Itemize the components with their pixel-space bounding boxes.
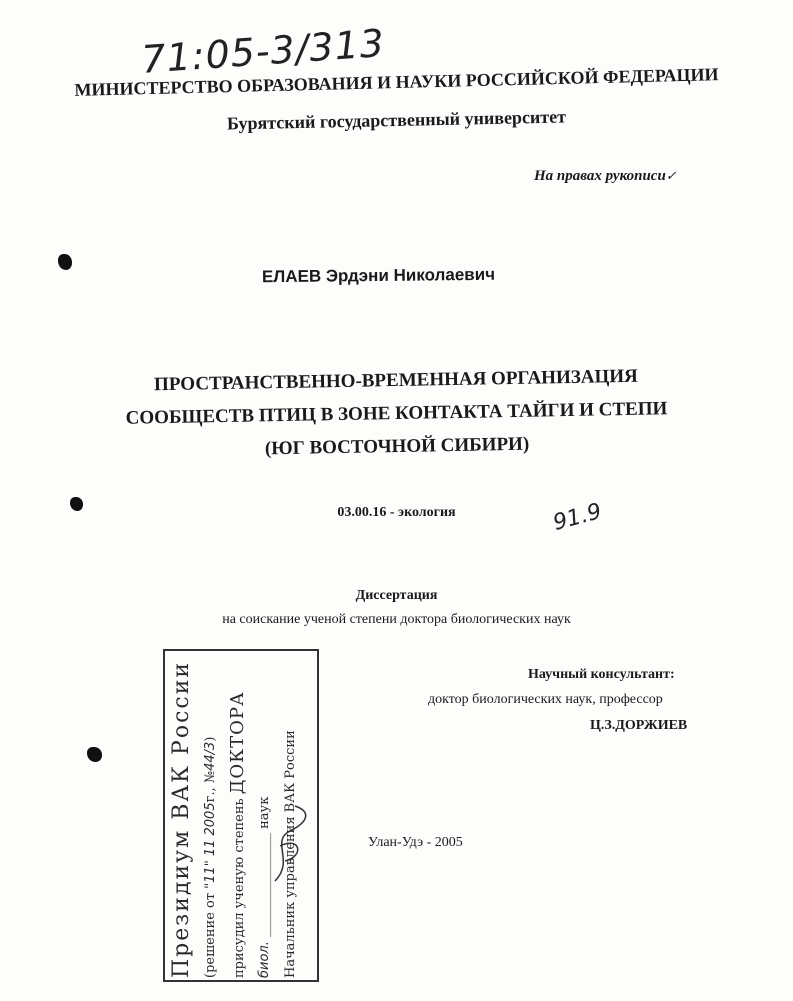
title-line: СООБЩЕСТВ ПТИЦ В ЗОНЕ КОНТАКТА ТАЙГИ И СТЕПИ bbox=[125, 398, 668, 429]
vak-stamp bbox=[163, 649, 319, 982]
ink-blot bbox=[87, 747, 102, 762]
manuscript-note: На правах рукописи✓ bbox=[534, 168, 677, 184]
stamp-decision: (решение от "11" 11 2005г., №44/3) bbox=[203, 736, 218, 978]
ministry-header: МИНИСТЕРСТВО ОБРАЗОВАНИЯ И НАУКИ РОССИЙСКОЙ ФЕДЕРАЦИИ bbox=[74, 64, 719, 100]
signature-scribble-icon bbox=[265, 801, 315, 891]
specialty-code: 03.00.16 - экология bbox=[337, 505, 456, 520]
stamp-signer: Начальник управления ВАК России bbox=[283, 730, 298, 978]
stamp-awarded: присудил ученую степень ДОКТОРА bbox=[227, 691, 248, 978]
title-line: (ЮГ ВОСТОЧНОЙ СИБИРИ) bbox=[264, 433, 530, 460]
margin-handwriting: 91.9 bbox=[550, 499, 605, 536]
consultant-title: доктор биологических наук, профессор bbox=[428, 692, 663, 707]
dissertation-title bbox=[0, 357, 793, 470]
city-year: Улан-Удэ - 2005 bbox=[368, 835, 463, 850]
ink-blot bbox=[58, 254, 72, 270]
university-name: Бурятский государственный университет bbox=[226, 106, 567, 134]
degree-text: на соискание ученой степени доктора биологических наук bbox=[222, 612, 571, 627]
catalog-number: 71:05-3/313 bbox=[140, 20, 387, 82]
check-mark-icon: ✓ bbox=[665, 168, 677, 183]
dissertation-label: Диссертация bbox=[355, 588, 438, 603]
author-name: ЕЛАЕВ Эрдэни Николаевич bbox=[261, 264, 496, 287]
stamp-field: биол. ________________ наук bbox=[257, 796, 272, 978]
consultant-label: Научный консультант: bbox=[528, 667, 675, 682]
title-line: ПРОСТРАНСТВЕННО-ВРЕМЕННАЯ ОРГАНИЗАЦИЯ bbox=[153, 365, 638, 396]
consultant-name: Ц.З.ДОРЖИЕВ bbox=[590, 718, 688, 733]
stamp-heading: Президиум ВАК России bbox=[169, 660, 194, 978]
